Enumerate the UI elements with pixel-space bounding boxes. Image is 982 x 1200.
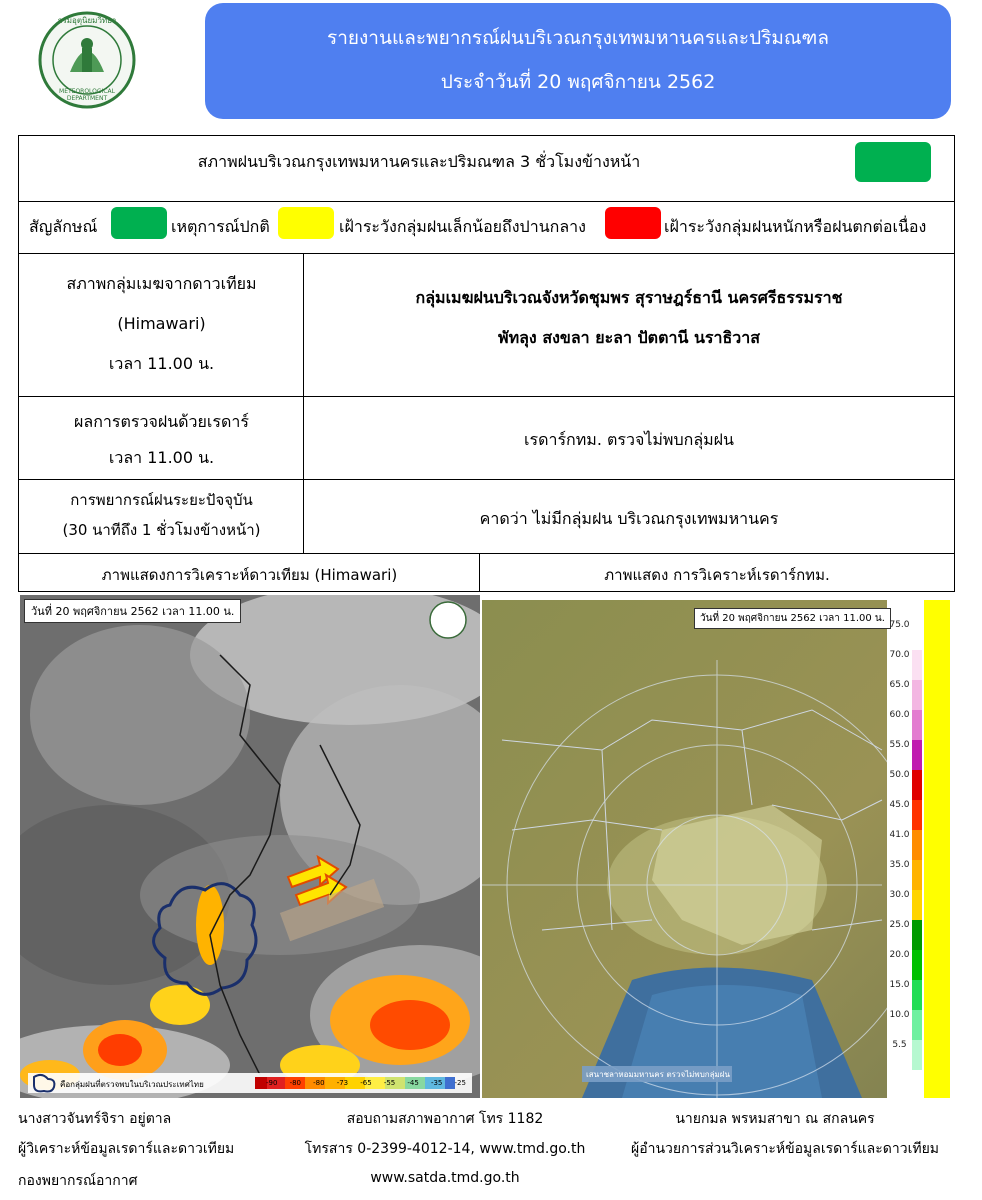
radar-scale-tick: 20.0 [889,950,910,960]
radar-image [482,600,952,1098]
radar-scale-tick: 10.0 [889,1010,910,1020]
radar-scale-tick: 41.0 [889,830,910,840]
status-row [18,135,955,201]
forecast-value: คาดว่า ไม่มีกลุ่มฝน บริเวณกรุงเทพมหานคร [479,509,779,528]
logo-text-top: กรมอุตุนิยมวิทยา [57,16,117,25]
satellite-scale-tick: -35 [430,1079,443,1087]
radar-scale [887,610,912,1060]
analyst-name: นางสาวจันทร์จิรา อยู่ตาล [18,1111,172,1127]
legend-normal-label: เหตุการณ์ปกติ [171,217,270,236]
legend-row [18,201,955,253]
satellite-scale-tick: -65 [360,1079,372,1087]
radar-scale-tick: 35.0 [889,860,910,870]
legend-heavy-label: เฝ้าระวังกลุ่มฝนหนักหรือฝนตกต่อเนื่อง [664,217,927,236]
logo-text-bottom: METEOROLOGICAL DEPARTMENT [59,88,115,102]
radar-label: ผลการตรวจฝนด้วยเรดาร์ เวลา 11.00 น. [74,412,249,467]
satellite-image-header: ภาพแสดงการวิเคราะห์ดาวเทียม (Himawari) [101,566,398,584]
radar-scale-tick: 45.0 [889,800,910,810]
satellite-label: สภาพกลุ่มเมฆจากดาวเทียม (Himawari) เวลา 11.00 น. [66,274,257,373]
legend-title: สัญลักษณ์ [29,217,98,236]
radar-image-header: ภาพแสดง การวิเคราะห์เรดาร์กทม. [604,566,830,584]
radar-scale-tick: 15.0 [889,980,910,990]
status-indicator [855,142,931,182]
radar-scale-tick: 30.0 [889,890,910,900]
radar-bottom-label: เสนาชลาหอมมหานคร ตรวจไม่พบกลุ่มฝน [586,1070,730,1079]
satellite-image [20,595,480,1098]
radar-caption: วันที่ 20 พฤศจิกายน 2562 เวลา 11.00 น. [694,608,891,629]
report-title-banner [205,3,951,119]
radar-scale-tick: 5.5 [892,1040,907,1050]
analyst-role: ผู้วิเคราะห์ข้อมูลเรดาร์และดาวเทียม [18,1141,235,1157]
radar-scale-tick: 55.0 [889,740,910,750]
satellite-scale-tick: -25 [454,1079,466,1087]
satellite-legend-note: คือกลุ่มฝนที่ตรวจพบในบริเวณประเทศไทย [60,1080,204,1089]
contact-phone: สอบถามสภาพอากาศ โทร 1182 [346,1111,544,1127]
radar-scale-tick: 70.0 [889,650,910,660]
contact-fax[interactable]: โทรสาร 0-2399-4012-14, www.tmd.go.th [304,1141,586,1157]
satellite-value: กลุ่มเมฆฝนบริเวณจังหวัดชุมพร สุราษฎร์ธานี นครศรีธรรมราช พัทลุง สงขลา ยะลา ปัตตานี นราธิวาส [415,288,843,347]
satellite-scale-tick: -55 [383,1079,396,1087]
satellite-scale-tick: -73 [336,1079,349,1087]
director-name: นายกมล พรหมสาขา ณ สกลนคร [675,1111,875,1127]
director-role: ผู้อำนวยการส่วนวิเคราะห์ข้อมูลเรดาร์และดาวเทียม [630,1141,940,1157]
radar-scale-tick: 60.0 [889,710,910,720]
legend-light-label: เฝ้าระวังกลุ่มฝนเล็กน้อยถึงปานกลาง [339,217,586,236]
radar-value: เรดาร์กทม. ตรวจไม่พบกลุ่มฝน [524,430,734,449]
satellite-caption: วันที่ 20 พฤศจิกายน 2562 เวลา 11.00 น. [24,599,241,623]
satellite-scale [266,1079,466,1087]
report-date: ประจำวันที่ 20 พฤศจิกายน 2562 [440,71,716,93]
forecast-label: การพยากรณ์ฝนระยะปัจจุบัน (30 นาทีถึง 1 ชั่วโมงข้างหน้า) [62,491,261,539]
department-name: กองพยากรณ์อากาศ [18,1173,138,1189]
status-label: สภาพฝนบริเวณกรุงเทพมหานครและปริมณฑล 3 ชั่วโมงข้างหน้า [197,152,641,171]
contact-website[interactable]: www.satda.tmd.go.th [370,1170,520,1186]
legend-swatch-light [278,207,334,239]
satellite-scale-tick: -45 [407,1079,419,1087]
radar-scale-tick: 65.0 [889,680,910,690]
satellite-scale-tick: -80 [313,1079,325,1087]
report-title: รายงานและพยากรณ์ฝนบริเวณกรุงเทพมหานครและปริมณฑล [327,27,829,49]
legend-swatch-heavy [605,207,661,239]
radar-scale-tick: 25.0 [889,920,910,930]
legend-swatch-normal [111,207,167,239]
satellite-scale-tick: -80 [289,1079,301,1087]
radar-scale-tick: 50.0 [889,770,910,780]
radar-scale-tick: 75.0 [889,620,910,630]
satellite-scale-tick: -90 [266,1079,278,1087]
